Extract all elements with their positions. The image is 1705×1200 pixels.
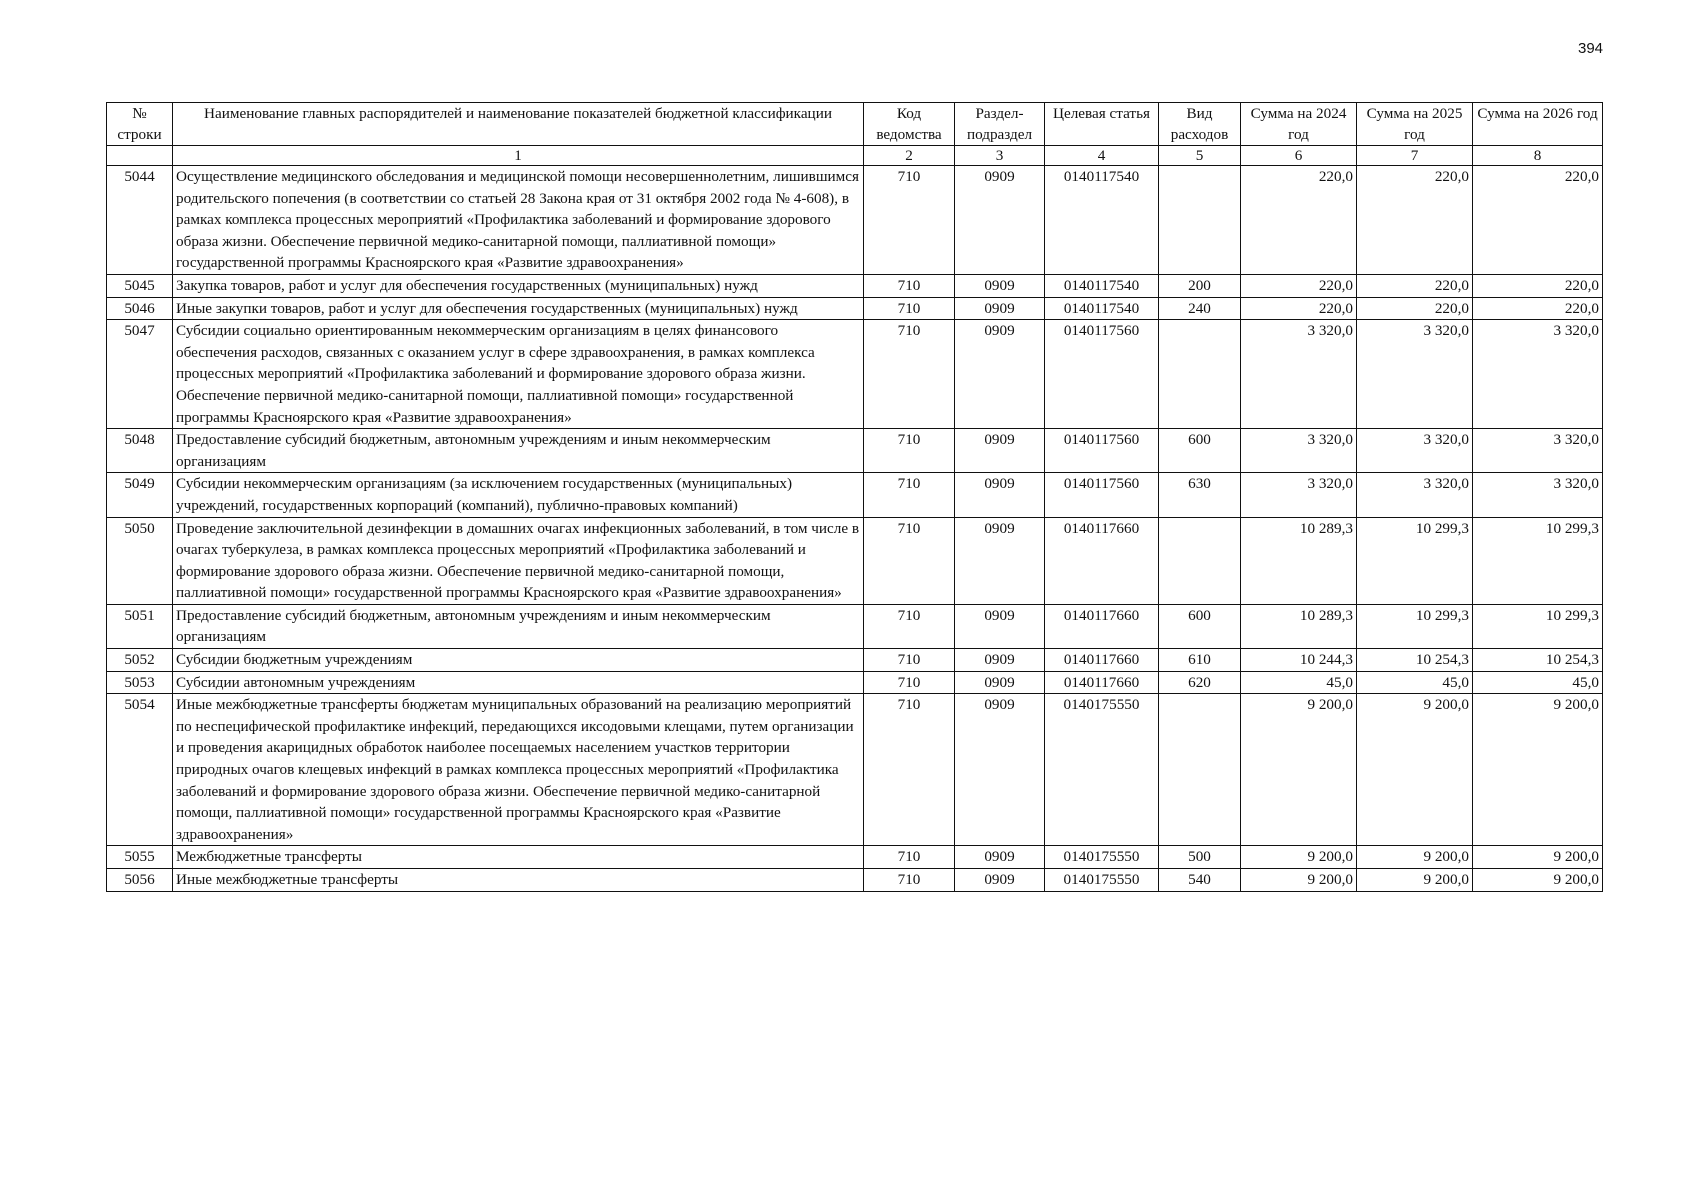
row-number: 5048 <box>107 429 173 473</box>
sum-2026: 3 320,0 <box>1473 320 1603 429</box>
sum-2025: 3 320,0 <box>1357 473 1473 517</box>
target-code: 0140117660 <box>1045 517 1159 604</box>
sum-2024: 3 320,0 <box>1241 320 1357 429</box>
table-row <box>107 649 1603 672</box>
sum-2025: 10 299,3 <box>1357 604 1473 648</box>
sum-2025: 45,0 <box>1357 671 1473 694</box>
table-row <box>107 604 1603 648</box>
dept-code: 710 <box>864 517 955 604</box>
section-code: 0909 <box>955 604 1045 648</box>
sum-2026: 10 254,3 <box>1473 649 1603 672</box>
expense-type: 240 <box>1159 297 1241 320</box>
table-row <box>107 846 1603 869</box>
budget-table <box>106 102 1603 892</box>
dept-code: 710 <box>864 166 955 275</box>
table-row <box>107 694 1603 846</box>
sum-2024: 3 320,0 <box>1241 429 1357 473</box>
column-number: 6 <box>1241 146 1357 166</box>
sum-2025: 220,0 <box>1357 297 1473 320</box>
row-number: 5050 <box>107 517 173 604</box>
section-code: 0909 <box>955 869 1045 892</box>
row-number: 5046 <box>107 297 173 320</box>
dept-code: 710 <box>864 869 955 892</box>
row-name: Субсидии некоммерческим организациям (за исключением государственных (муниципальных) учреждений, государственных корпораций (компаний), публично-правовых компаний) <box>173 473 864 517</box>
sum-2026: 9 200,0 <box>1473 846 1603 869</box>
row-name: Предоставление субсидий бюджетным, автономным учреждениям и иным некоммерческим организациям <box>173 429 864 473</box>
row-number: 5051 <box>107 604 173 648</box>
sum-2025: 9 200,0 <box>1357 846 1473 869</box>
table-row <box>107 671 1603 694</box>
section-code: 0909 <box>955 671 1045 694</box>
header-target: Целевая статья <box>1045 103 1159 146</box>
dept-code: 710 <box>864 320 955 429</box>
row-number: 5055 <box>107 846 173 869</box>
table-row <box>107 297 1603 320</box>
expense-type: 630 <box>1159 473 1241 517</box>
dept-code: 710 <box>864 846 955 869</box>
column-number-blank <box>107 146 173 166</box>
table-row <box>107 517 1603 604</box>
expense-type: 200 <box>1159 274 1241 297</box>
page-number: 394 <box>1578 40 1604 57</box>
row-number: 5045 <box>107 274 173 297</box>
sum-2026: 3 320,0 <box>1473 473 1603 517</box>
table-body <box>107 166 1603 892</box>
dept-code: 710 <box>864 671 955 694</box>
sum-2026: 45,0 <box>1473 671 1603 694</box>
row-number: 5056 <box>107 869 173 892</box>
sum-2025: 3 320,0 <box>1357 429 1473 473</box>
expense-type <box>1159 166 1241 275</box>
row-name: Иные межбюджетные трансферты <box>173 869 864 892</box>
header-expense-type: Вид расходов <box>1159 103 1241 146</box>
column-number: 8 <box>1473 146 1603 166</box>
section-code: 0909 <box>955 429 1045 473</box>
target-code: 0140117540 <box>1045 166 1159 275</box>
row-name: Проведение заключительной дезинфекции в домашних очагах инфекционных заболеваний, в том числе в очагах туберкулеза, в рамках комплекса процессных мероприятий «Профилактика заболеваний и формирование здорового образа жизни. Обеспечение первичной медико-санитарной помощи, паллиативной помощи» государственной программы Красноярского края «Развитие здравоохранения» <box>173 517 864 604</box>
section-code: 0909 <box>955 694 1045 846</box>
sum-2025: 9 200,0 <box>1357 869 1473 892</box>
table-row <box>107 473 1603 517</box>
target-code: 0140117660 <box>1045 649 1159 672</box>
expense-type: 600 <box>1159 604 1241 648</box>
section-code: 0909 <box>955 517 1045 604</box>
sum-2026: 3 320,0 <box>1473 429 1603 473</box>
row-name: Субсидии бюджетным учреждениям <box>173 649 864 672</box>
row-name: Предоставление субсидий бюджетным, автономным учреждениям и иным некоммерческим организациям <box>173 604 864 648</box>
dept-code: 710 <box>864 274 955 297</box>
expense-type <box>1159 320 1241 429</box>
target-code: 0140117660 <box>1045 604 1159 648</box>
sum-2026: 220,0 <box>1473 274 1603 297</box>
target-code: 0140117560 <box>1045 473 1159 517</box>
target-code: 0140117660 <box>1045 671 1159 694</box>
dept-code: 710 <box>864 649 955 672</box>
expense-type: 600 <box>1159 429 1241 473</box>
target-code: 0140175550 <box>1045 869 1159 892</box>
sum-2026: 10 299,3 <box>1473 517 1603 604</box>
target-code: 0140117560 <box>1045 429 1159 473</box>
row-number: 5053 <box>107 671 173 694</box>
header-sum-2025: Сумма на 2025 год <box>1357 103 1473 146</box>
section-code: 0909 <box>955 297 1045 320</box>
table-row <box>107 320 1603 429</box>
table-row <box>107 429 1603 473</box>
header-dept: Код ведомства <box>864 103 955 146</box>
table-row <box>107 274 1603 297</box>
row-number: 5044 <box>107 166 173 275</box>
header-row <box>107 103 1603 146</box>
sum-2025: 220,0 <box>1357 166 1473 275</box>
section-code: 0909 <box>955 166 1045 275</box>
row-name: Иные закупки товаров, работ и услуг для обеспечения государственных (муниципальных) нужд <box>173 297 864 320</box>
row-number: 5052 <box>107 649 173 672</box>
sum-2024: 10 289,3 <box>1241 604 1357 648</box>
row-number: 5049 <box>107 473 173 517</box>
sum-2025: 9 200,0 <box>1357 694 1473 846</box>
column-number-row <box>107 146 1603 166</box>
target-code: 0140117540 <box>1045 297 1159 320</box>
header-section: Раздел-подраздел <box>955 103 1045 146</box>
section-code: 0909 <box>955 473 1045 517</box>
row-name: Межбюджетные трансферты <box>173 846 864 869</box>
column-number: 4 <box>1045 146 1159 166</box>
sum-2026: 9 200,0 <box>1473 869 1603 892</box>
dept-code: 710 <box>864 473 955 517</box>
target-code: 0140175550 <box>1045 694 1159 846</box>
sum-2025: 3 320,0 <box>1357 320 1473 429</box>
header-row-no: № строки <box>107 103 173 146</box>
column-number: 3 <box>955 146 1045 166</box>
sum-2024: 9 200,0 <box>1241 694 1357 846</box>
section-code: 0909 <box>955 320 1045 429</box>
header-sum-2024: Сумма на 2024 год <box>1241 103 1357 146</box>
row-name: Субсидии социально ориентированным некоммерческим организациям в целях финансового обеспечения расходов, связанных с оказанием услуг в сфере здравоохранения, в рамках комплекса процессных мероприятий «Профилактика заболеваний и формирование здорового образа жизни. Обеспечение первичной медико-санитарной помощи, паллиативной помощи» государственной программы Красноярского края «Развитие здравоохранения» <box>173 320 864 429</box>
section-code: 0909 <box>955 274 1045 297</box>
sum-2024: 9 200,0 <box>1241 869 1357 892</box>
sum-2025: 10 254,3 <box>1357 649 1473 672</box>
column-number: 7 <box>1357 146 1473 166</box>
column-number: 1 <box>173 146 864 166</box>
sum-2025: 220,0 <box>1357 274 1473 297</box>
sum-2024: 220,0 <box>1241 274 1357 297</box>
row-number: 5047 <box>107 320 173 429</box>
section-code: 0909 <box>955 649 1045 672</box>
sum-2026: 220,0 <box>1473 297 1603 320</box>
sum-2024: 10 289,3 <box>1241 517 1357 604</box>
section-code: 0909 <box>955 846 1045 869</box>
sum-2026: 10 299,3 <box>1473 604 1603 648</box>
expense-type <box>1159 517 1241 604</box>
expense-type: 500 <box>1159 846 1241 869</box>
target-code: 0140175550 <box>1045 846 1159 869</box>
dept-code: 710 <box>864 694 955 846</box>
expense-type: 620 <box>1159 671 1241 694</box>
sum-2025: 10 299,3 <box>1357 517 1473 604</box>
target-code: 0140117560 <box>1045 320 1159 429</box>
dept-code: 710 <box>864 604 955 648</box>
row-name: Закупка товаров, работ и услуг для обеспечения государственных (муниципальных) нужд <box>173 274 864 297</box>
table-row <box>107 166 1603 275</box>
sum-2026: 220,0 <box>1473 166 1603 275</box>
row-name: Субсидии автономным учреждениям <box>173 671 864 694</box>
expense-type <box>1159 694 1241 846</box>
sum-2024: 3 320,0 <box>1241 473 1357 517</box>
expense-type: 610 <box>1159 649 1241 672</box>
header-name: Наименование главных распорядителей и наименование показателей бюджетной классификации <box>173 103 864 146</box>
row-name: Осуществление медицинского обследования и медицинской помощи несовершеннолетним, лишившимся родительского попечения (в соответствии со статьей 28 Закона края от 31 октября 2002 года № 4-608), в рамках комплекса процессных мероприятий «Профилактика заболеваний и формирование здорового образа жизни. Обеспечение первичной медико-санитарной помощи, паллиативной помощи» государственной программы Красноярского края «Развитие здравоохранения» <box>173 166 864 275</box>
table-row <box>107 869 1603 892</box>
sum-2026: 9 200,0 <box>1473 694 1603 846</box>
column-number: 5 <box>1159 146 1241 166</box>
sum-2024: 220,0 <box>1241 166 1357 275</box>
dept-code: 710 <box>864 429 955 473</box>
sum-2024: 10 244,3 <box>1241 649 1357 672</box>
header-sum-2026: Сумма на 2026 год <box>1473 103 1603 146</box>
dept-code: 710 <box>864 297 955 320</box>
target-code: 0140117540 <box>1045 274 1159 297</box>
expense-type: 540 <box>1159 869 1241 892</box>
column-number: 2 <box>864 146 955 166</box>
row-name: Иные межбюджетные трансферты бюджетам муниципальных образований на реализацию мероприятий по неспецифической профилактике инфекций, передающихся иксодовыми клещами, путем организации и проведения акарицидных обработок наиболее посещаемых населением участков территории природных очагов клещевых инфекций в рамках комплекса процессных мероприятий «Профилактика заболеваний и формирование здорового образа жизни. Обеспечение первичной медико-санитарной помощи, паллиативной помощи» государственной программы Красноярского края «Развитие здравоохранения» <box>173 694 864 846</box>
row-number: 5054 <box>107 694 173 846</box>
sum-2024: 45,0 <box>1241 671 1357 694</box>
sum-2024: 9 200,0 <box>1241 846 1357 869</box>
sum-2024: 220,0 <box>1241 297 1357 320</box>
